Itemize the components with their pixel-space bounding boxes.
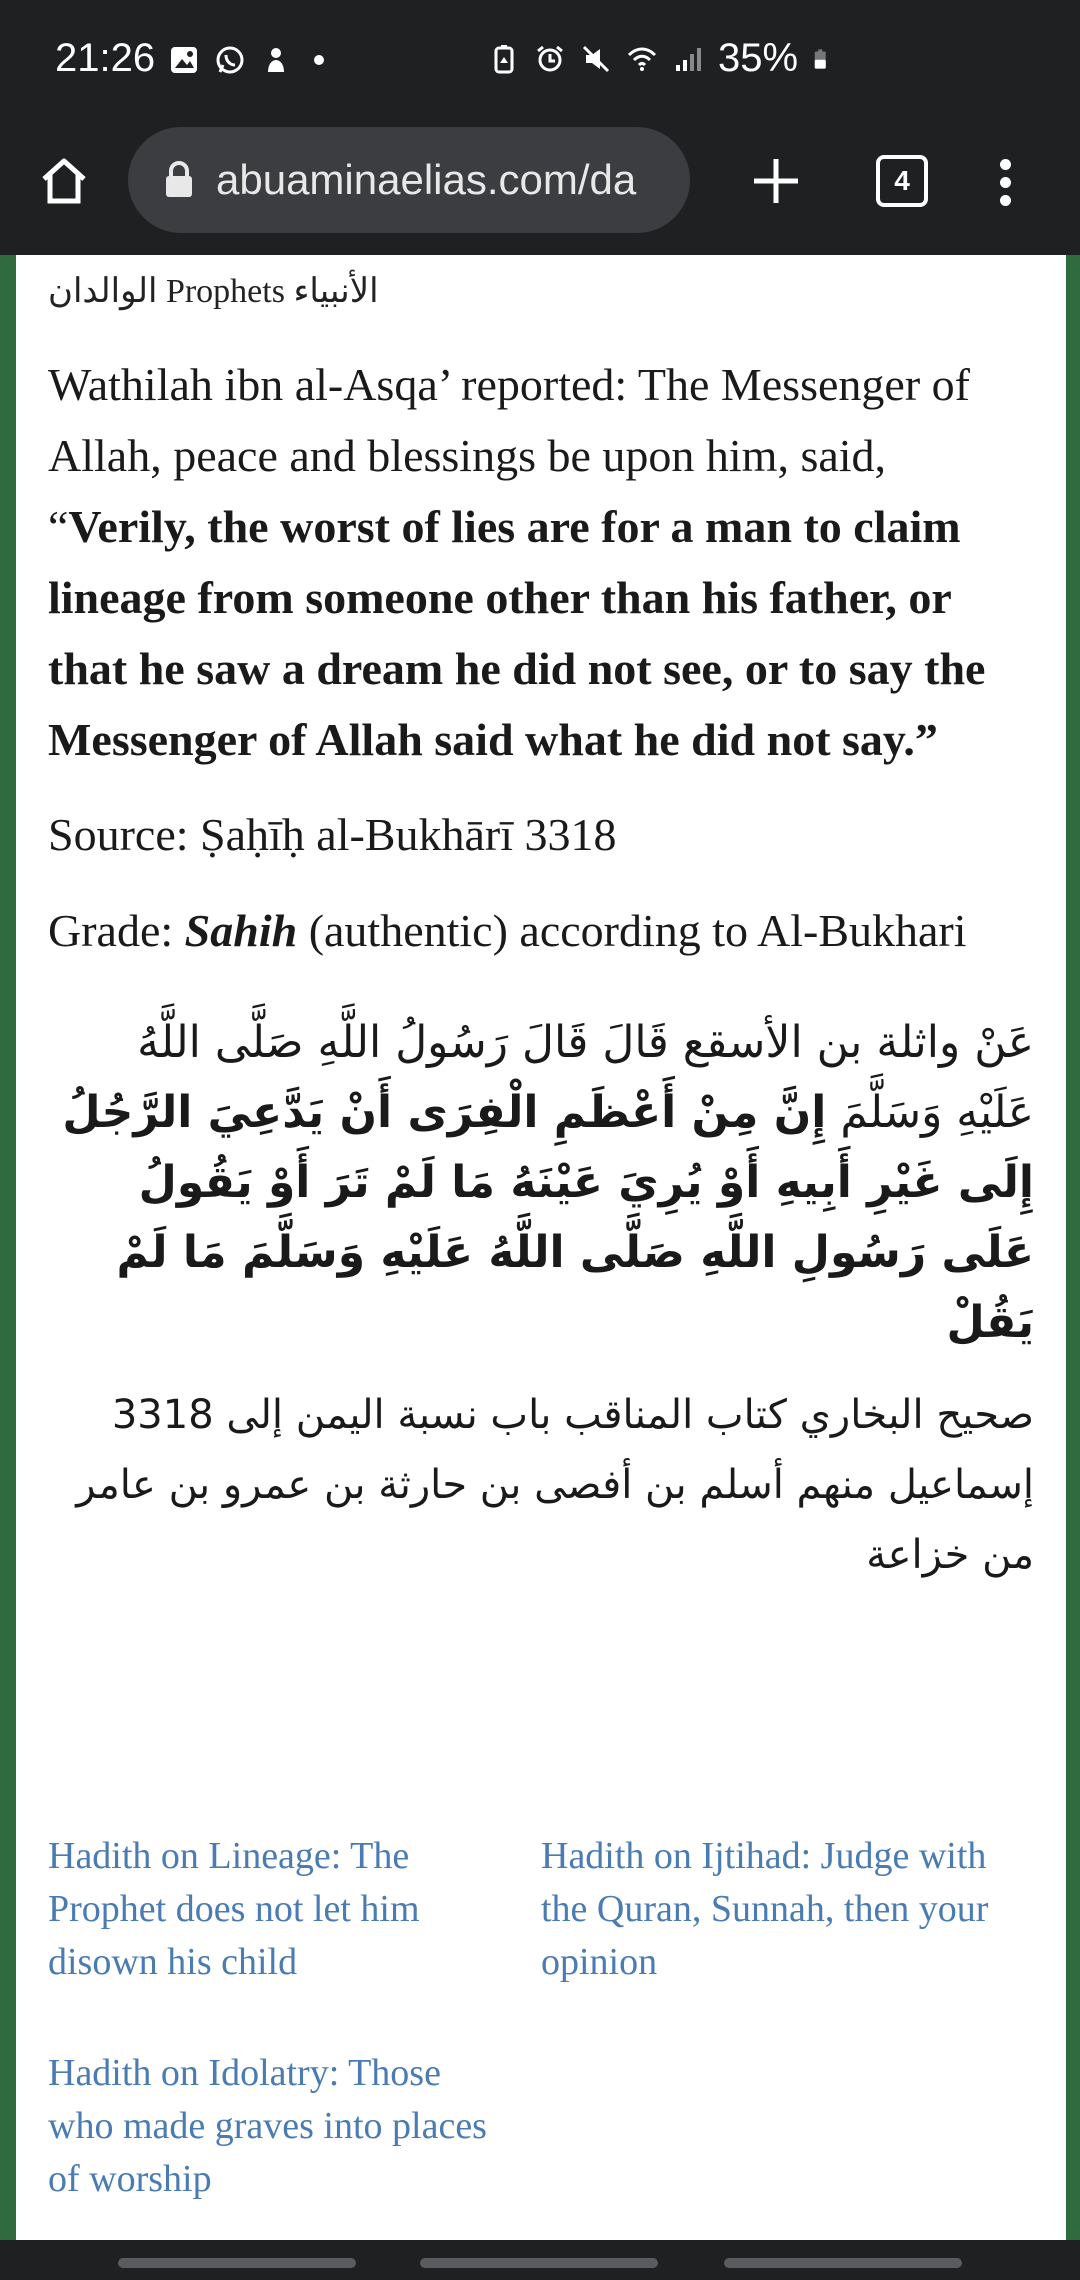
related-posts <box>48 1830 1034 2206</box>
more-menu-icon[interactable] <box>990 155 1020 211</box>
battery-icon <box>812 43 834 75</box>
hadith-grade <box>48 895 1034 966</box>
whatsapp-icon <box>214 44 246 76</box>
web-page[interactable] <box>0 255 1080 2240</box>
related-link[interactable]: Hadith on Idolatry: Those who made graves into places of worship <box>48 2052 487 2200</box>
notification-icons <box>168 44 324 76</box>
status-bar <box>0 0 1080 125</box>
article-content <box>48 255 1034 1590</box>
hadith-intro: Wathilah ibn al-Asqa’ reported: The Messenger of Allah, peace and blessings be upon him, said, “ <box>48 359 970 552</box>
dot-icon <box>314 55 324 65</box>
app-icon <box>260 44 292 76</box>
hadith-quote: Verily, the worst of lies are for a man to claim lineage from someone other than his father, or that he saw a dream he did not see, or to say the Messenger of Allah said what he did not say. <box>48 501 986 765</box>
lock-icon <box>164 161 194 199</box>
gesture-handle[interactable] <box>118 2258 356 2268</box>
status-time: 21:26 <box>55 36 156 80</box>
address-bar[interactable] <box>128 127 690 233</box>
arabic-text: إِنَّ مِنْ أَعْظَمِ الْفِرَى أَنْ يَدَّعِيَ الرَّجُلُ إِلَى غَيْرِ أَبِيهِ أَوْ يُرِيَ عَيْنَهُ مَا لَمْ تَرَ أَوْ يَقُولُ عَلَى رَسُولِ اللَّهِ صَلَّى اللَّهُ عَلَيْهِ وَسَلَّمَ مَا لَمْ يَقُلْ <box>62 1087 1034 1348</box>
home-icon[interactable] <box>38 155 90 207</box>
gesture-bar <box>0 2240 1080 2280</box>
related-link[interactable]: Hadith on Lineage: The Prophet does not let him disown his child <box>48 1835 420 1983</box>
hadith-arabic <box>48 1008 1034 1358</box>
hadith-english <box>48 349 1034 775</box>
tags-line: الوالدان Prophets الأنبياء <box>48 273 379 310</box>
page-border <box>1066 255 1080 2240</box>
battery-saver-icon <box>488 43 520 75</box>
new-tab-icon[interactable] <box>748 153 804 209</box>
gallery-icon <box>168 44 200 76</box>
wifi-icon <box>626 43 658 75</box>
grade-rest: (authentic) according to Al-Bukhari <box>297 905 967 956</box>
alarm-icon <box>534 43 566 75</box>
tab-switcher-button[interactable]: 4 <box>876 155 928 207</box>
system-status <box>488 36 834 81</box>
grade-value: Sahih <box>184 905 298 956</box>
page-border <box>0 255 16 2240</box>
gesture-handle[interactable] <box>724 2258 962 2268</box>
browser-toolbar <box>0 125 1080 257</box>
gesture-handle[interactable] <box>420 2258 658 2268</box>
url-text: abuaminaelias.com/da <box>216 156 637 203</box>
signal-icon <box>672 43 704 75</box>
arabic-intro: عَنْ واثلة بن الأسقع قَالَ قَالَ رَسُولُ اللَّهِ صَلَّى اللَّهُ عَلَيْهِ وَسَلَّمَ <box>137 1017 1034 1138</box>
related-link[interactable]: Hadith on Ijtihad: Judge with the Quran, Sunnah, then your opinion <box>541 1835 989 1983</box>
mute-icon <box>580 43 612 75</box>
grade-label: Grade: <box>48 905 185 956</box>
hadith-source: Source: Ṣaḥīḥ al-Bukhārī 3318 <box>48 809 617 860</box>
battery-percent: 35% <box>718 36 799 80</box>
hadith-close: ” <box>914 714 938 765</box>
arabic-reference: صحيح البخاري كتاب المناقب باب نسبة اليمن إلى 3318 إسماعيل منهم أسلم بن أفصى بن حارثة بن عمرو بن عامر من خزاعة <box>76 1392 1034 1578</box>
